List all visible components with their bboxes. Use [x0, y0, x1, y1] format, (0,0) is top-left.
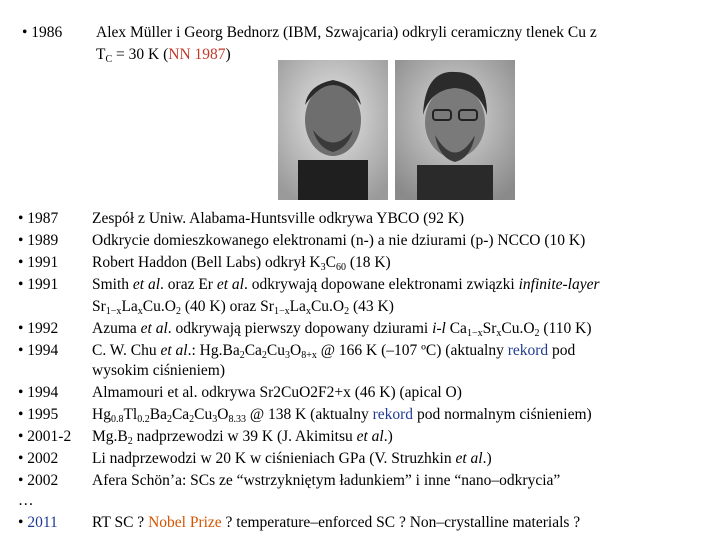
entry-1991-b-cont: [92, 298, 394, 316]
sub-seg: 2: [175, 306, 181, 317]
year-2002-a: • 2002: [18, 450, 59, 467]
text-seg: Ba: [149, 406, 167, 423]
year-1991-b: • 1991: [18, 276, 59, 293]
ellipsis: …: [18, 492, 34, 509]
photo-alex-muller: [278, 60, 388, 200]
italic-seg: et al: [132, 276, 161, 293]
text-seg: Cu.O: [501, 320, 535, 337]
text-seg: . oraz Er: [160, 276, 217, 293]
text-seg: Mg.B: [92, 428, 128, 445]
year-1992: • 1992: [18, 320, 59, 337]
entry-1992: [92, 320, 592, 338]
text-seg: La: [289, 298, 306, 315]
entry-1987: Zespół z Uniw. Alabama-Huntsville odkrywa YBCO (92 K): [92, 210, 465, 227]
italic-seg: et al: [455, 450, 483, 467]
text-seg: Azuma: [92, 320, 141, 337]
year-1994-b: • 1994: [18, 384, 59, 401]
text-seg: Cu: [266, 342, 286, 359]
text-seg: RT SC ?: [92, 514, 149, 531]
text-seg: @ 166 K (–107 ºC) (aktualny: [316, 342, 508, 359]
sub-seg: 0.8: [110, 414, 124, 425]
sub-seg: x: [137, 306, 143, 317]
text-seg: (110 K): [539, 320, 592, 337]
year-2002-b: • 2002: [18, 472, 59, 489]
text-seg: (43 K): [349, 298, 394, 315]
year-1995: • 1995: [18, 406, 59, 423]
text-seg: C: [325, 254, 336, 271]
tc-symbol: T: [96, 46, 106, 63]
year-2001-2: • 2001-2: [18, 428, 72, 445]
tc-close: ): [225, 46, 231, 63]
entry-1986-line2: [96, 46, 231, 64]
text-seg: Ca: [171, 406, 190, 423]
sub-seg: 2: [344, 306, 350, 317]
text-seg: .): [383, 428, 393, 445]
sub-seg: 2: [239, 350, 245, 361]
sub-seg: 2: [189, 414, 195, 425]
portrait-right-image: [395, 60, 515, 200]
sub-seg: 2: [534, 328, 540, 339]
tc-value: = 30 K (: [112, 46, 169, 63]
text-seg: Sr: [92, 298, 106, 315]
nobel-prize-highlight: Nobel Prize: [148, 514, 222, 531]
bullet: •: [18, 514, 28, 531]
entry-2002-b: Afera Schön’a: SCs ze “wstrzykniętym ładunkiem” i inne “nano–odkrycia”: [92, 472, 561, 489]
entry-1989: Odkrycie domieszkowanego elektronami (n-) a nie dziurami (p-) NCCO (10 K): [92, 232, 586, 249]
text-seg: La: [121, 298, 138, 315]
text-seg: pod: [548, 342, 576, 359]
text-seg: .): [482, 450, 492, 467]
rekord-highlight: rekord: [507, 342, 549, 359]
italic-seg: et al: [140, 320, 168, 337]
text-seg: O: [290, 342, 302, 359]
entry-1995: [92, 406, 592, 424]
text-seg: Cu: [194, 406, 213, 423]
sub-seg: 60: [335, 262, 346, 273]
entry-2011: [92, 514, 580, 532]
entry-2001-2: [92, 428, 393, 446]
year-1986: • 1986: [22, 24, 63, 41]
entry-1986-line1: Alex Müller i Georg Bednorz (IBM, Szwajcaria) odkryli ceramiczny tlenek Cu z: [96, 24, 597, 41]
text-seg: Hg: [92, 406, 111, 423]
year-1987: • 1987: [18, 210, 59, 227]
year-2011-number: 2011: [27, 514, 58, 531]
text-seg: Sr: [482, 320, 497, 337]
text-seg: Robert Haddon (Bell Labs) odkrył K: [92, 254, 321, 271]
text-seg: . odkrywają pierwszy dopowany dziurami: [167, 320, 433, 337]
sub-seg: 2: [127, 436, 133, 447]
sub-seg: 0.2: [137, 414, 150, 425]
italic-seg: et al: [216, 276, 244, 293]
text-seg: pod normalnym ciśnieniem): [413, 406, 592, 423]
year-1991-a: • 1991: [18, 254, 59, 271]
entry-1991-b: [92, 276, 600, 294]
text-seg: O: [217, 406, 229, 423]
italic-seg: infinite-layer: [518, 276, 600, 293]
italic-seg: i-l: [432, 320, 446, 337]
entry-2002-a: [92, 450, 492, 468]
text-seg: (40 K) oraz Sr: [180, 298, 274, 315]
italic-seg: et al: [160, 342, 188, 359]
entry-1994-a: [92, 342, 575, 360]
italic-seg: et al: [356, 428, 384, 445]
text-seg: (18 K): [345, 254, 391, 271]
sub-seg: 3: [320, 262, 326, 273]
portrait-left-image: [278, 60, 388, 200]
year-1994-a: • 1994: [18, 342, 59, 359]
sub-seg: 8+x: [301, 350, 317, 361]
text-seg: nadprzewodzi w 39 K (J. Akimitsu: [132, 428, 357, 445]
sub-seg: 1−x: [105, 306, 122, 317]
text-seg: Tl: [123, 406, 138, 423]
rekord-highlight: rekord: [372, 406, 414, 423]
entry-1994-b: Almamouri et al. odkrywa Sr2CuO2F2+x (46 K) (apical O): [92, 384, 462, 401]
text-seg: Ca: [244, 342, 262, 359]
sub-seg: x: [496, 328, 502, 339]
text-seg: @ 138 K (aktualny: [245, 406, 373, 423]
reference-nn-1987: NN 1987: [168, 46, 226, 63]
sub-seg: 1−x: [466, 328, 483, 339]
sub-seg: 8.33: [228, 414, 246, 425]
text-seg: ? temperature–enforced SC ? Non–crystalline materials ?: [221, 514, 581, 531]
text-seg: Smith: [92, 276, 133, 293]
text-seg: Cu.O: [142, 298, 176, 315]
entry-1994-a-cont: wysokim ciśnieniem): [92, 362, 226, 379]
text-seg: Li nadprzewodzi w 20 K w ciśnieniach GPa (V. Struzhkin: [92, 450, 456, 467]
tc-subscript: C: [105, 54, 113, 65]
sub-seg: 2: [261, 350, 267, 361]
text-seg: Ca: [445, 320, 467, 337]
text-seg: Cu.O: [310, 298, 345, 315]
year-2011: [18, 514, 58, 532]
text-seg: . odkrywają dopowane elektronami związki: [243, 276, 519, 293]
sub-seg: 3: [285, 350, 291, 361]
sub-seg: 2: [166, 414, 172, 425]
entry-1991-a: [92, 254, 391, 272]
sub-seg: 1−x: [273, 306, 290, 317]
sub-seg: 3: [212, 414, 218, 425]
sub-seg: x: [305, 306, 311, 317]
text-seg: C. W. Chu: [92, 342, 161, 359]
text-seg: .: Hg.Ba: [187, 342, 240, 359]
photo-georg-bednorz: [395, 60, 515, 200]
year-1989: • 1989: [18, 232, 59, 249]
